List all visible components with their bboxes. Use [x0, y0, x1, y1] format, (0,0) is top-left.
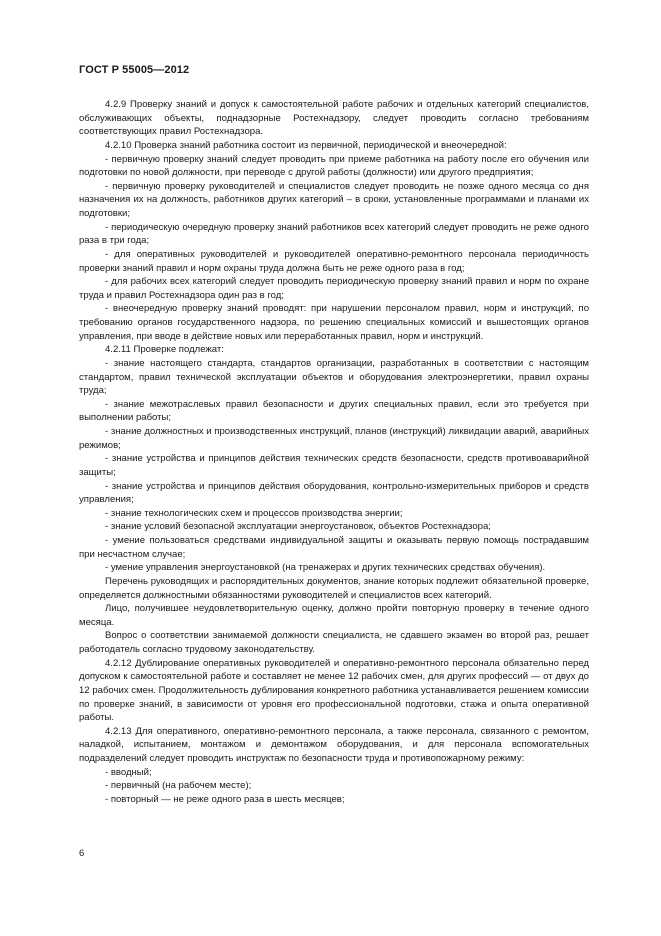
- paragraph: Перечень руководящих и распорядительных документов, знание которых подлежит обязательной проверке, определяется должностными обязанностями руководителей и специалистов всех категорий.: [79, 575, 589, 601]
- paragraph: 4.2.9 Проверку знаний и допуск к самостоятельной работе рабочих и отдельных категорий специалистов, обслуживающих объекты, поднадзорные Ростехнадзору, следует проводить согласно требованиям соответствующих правил Ростехнадзора.: [79, 99, 589, 138]
- paragraph: - знание технологических схем и процессов производства энергии;: [105, 507, 403, 519]
- paragraph: - внеочередную проверку знаний проводят: при нарушении персоналом правил, норм и инструкций, по требованию органов государственного надзора, по решению специальных комиссий и вышестоящих органов управления, при вводе в действие новых или переработанных правил, норм и инструкций.: [79, 303, 589, 342]
- page-number: 6: [79, 848, 85, 859]
- paragraph: - знание межотраслевых правил безопасности и других специальных правил, если это требуется при выполнении работы;: [79, 398, 589, 424]
- paragraph: - знание устройства и принципов действия оборудования, контрольно-измерительных приборов и средств управления;: [79, 480, 589, 506]
- paragraph: - знание устройства и принципов действия технических средств безопасности, средств противоаварийной защиты;: [79, 453, 589, 478]
- paragraph: 4.2.13 Для оперативного, оперативно-ремонтного персонала, а также персонала, связанного с ремонтом, наладкой, испытанием, монтажом и демонтажом оборудования, и для персонала вспомогательных подразделений следует проводить инструктаж по безопасности труда и противопожарному режиму:: [79, 725, 589, 764]
- paragraph: - первичный (на рабочем месте);: [105, 780, 252, 792]
- paragraph: Лицо, получившее неудовлетворительную оценку, должно пройти повторную проверку в течение одного месяца.: [79, 603, 589, 628]
- paragraph: - для рабочих всех категорий следует проводить периодическую проверку знаний правил и норм по охране труда и правил Ростехнадзора один раз в год;: [79, 276, 589, 301]
- document-header: ГОСТ Р 55005—2012: [79, 64, 190, 76]
- paragraph: - повторный — не реже одного раза в шесть месяцев;: [105, 793, 345, 805]
- paragraph: Вопрос о соответствии занимаемой должности специалиста, не сдавшего экзамен во второй раз, решает работодатель согласно трудовому законодательству.: [79, 630, 589, 655]
- paragraph: 4.2.12 Дублирование оперативных руководителей и оперативно-ремонтного персонала обязательно перед допуском к самостоятельной работе и составляет не менее 12 рабочих смен, для других профессий — от двух до 12 рабочих смен. Продолжительность дублирования конкретного работника устанавливается решением комиссии по проверке знаний, в зависимости от уровня его профессиональной подготовки, стажа и опыта оперативной работы.: [79, 657, 589, 724]
- paragraph: - первичную проверку руководителей и специалистов следует проводить не позже одного месяца со дня назначения их на должность, работников других категорий – в сроки, установленные программами и планами их подготовки;: [79, 180, 589, 219]
- paragraph: - умение пользоваться средствами индивидуальной защиты и оказывать первую помощь пострадавшим при несчастном случае;: [79, 535, 589, 560]
- paragraph: - первичную проверку знаний следует проводить при приеме работника на работу после его обучения или подготовки по новой должности, при переводе с другой работы (должности) или другого предприятия;: [79, 153, 589, 179]
- paragraph: - умение управления энергоустановкой (на тренажерах и других технических средствах обучения).: [105, 562, 546, 574]
- paragraph: - знание должностных и производственных инструкций, планов (инструкций) ликвидации аварий, аварийных режимов;: [79, 426, 589, 451]
- paragraph: - вводный;: [105, 766, 152, 778]
- document-body: [79, 98, 589, 807]
- paragraph: - для оперативных руководителей и руководителей оперативно-ремонтного персонала периодичность проверки знаний правил и норм охраны труда должна быть не реже одного раза в год;: [79, 248, 589, 274]
- paragraph: - знание настоящего стандарта, стандартов организации, разработанных в соответствии с настоящим стандартом, правил технической эксплуатации объектов и оборудования электроэнергетики, правил охраны труда;: [79, 357, 589, 397]
- paragraph: - периодическую очередную проверку знаний работников всех категорий следует проводить не реже одного раза в три года;: [79, 221, 589, 247]
- paragraph: - знание условий безопасной эксплуатации энергоустановок, объектов Ростехнадзора;: [105, 521, 491, 533]
- paragraph: 4.2.10 Проверка знаний работника состоит из первичной, периодической и внеочередной:: [105, 139, 507, 151]
- paragraph: 4.2.11 Проверке подлежат:: [105, 344, 224, 356]
